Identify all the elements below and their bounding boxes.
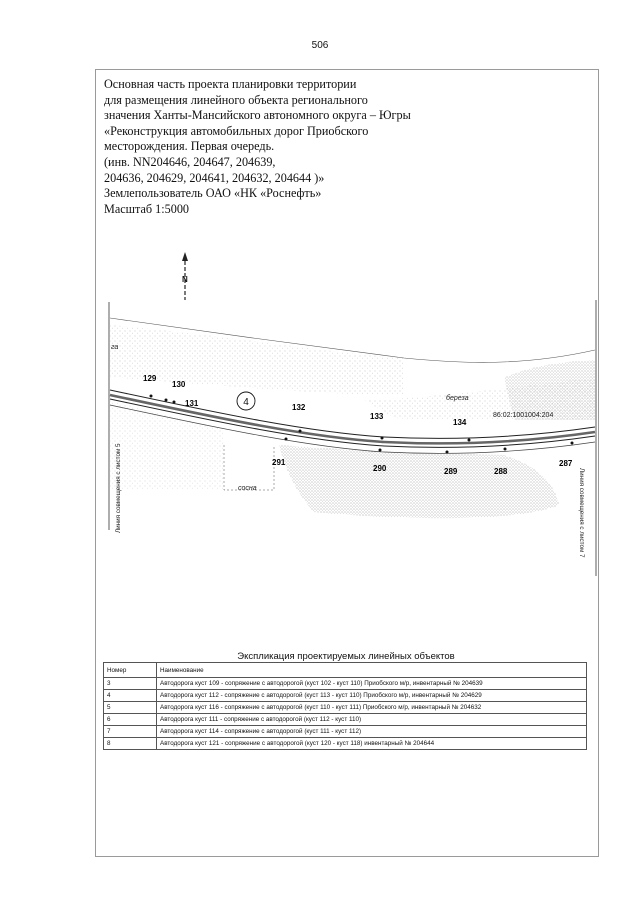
table-cell-name: Автодорога куст 116 - сопряжение с автодорогой (куст 110 - куст 111) Приобского м/р, инвентарный № 204632 — [157, 702, 587, 714]
header-line: для размещения линейного объекта регионального — [104, 92, 368, 107]
table-cell-number: 4 — [104, 690, 157, 702]
left-match-line-label: Линия совмещения с листом 5 — [115, 443, 122, 533]
table-cell-name: Автодорога куст 111 - сопряжение с автодорогой (куст 112 - куст 110) — [157, 714, 587, 726]
area-label-pine: сосна — [238, 485, 257, 492]
point-label: 291 — [272, 458, 286, 467]
area-label: га — [111, 344, 119, 351]
header-line: значения Ханты-Мансийского автономного округа – Югры — [104, 108, 411, 123]
header-line: месторождения. Первая очередь. — [104, 139, 275, 154]
plan-map-svg — [104, 250, 600, 580]
table-row — [104, 702, 587, 714]
header-line: (инв. NN204646, 204647, 204639, — [104, 154, 276, 169]
point-label: 132 — [292, 403, 306, 412]
page-number: 506 — [311, 40, 329, 51]
table-cell-name: Автодорога куст 114 - сопряжение с автодорогой (куст 111 - куст 112) — [157, 726, 587, 738]
table-cell-number: 3 — [104, 678, 157, 690]
table-header-row — [104, 663, 587, 678]
forest-area-upper — [110, 325, 404, 395]
table-title: Экспликация проектируемых линейных объектов — [237, 651, 455, 662]
table-cell-name: Автодорога куст 109 - сопряжение с автодорогой (куст 102 - куст 110) Приобского м/р, инвентарный № 204639 — [157, 678, 587, 690]
table-cell-name: Автодорога куст 121 - сопряжение с автодорогой (куст 120 - куст 118) инвентарный № 204644 — [157, 738, 587, 750]
header-block — [104, 77, 524, 217]
forest-area-dense — [504, 360, 595, 420]
header-line: Масштаб 1:5000 — [104, 201, 190, 216]
object-number: 4 — [243, 397, 249, 408]
table-cell-number: 7 — [104, 726, 157, 738]
area-label-birch: береза — [446, 395, 469, 402]
table-row — [104, 738, 587, 750]
table-row — [104, 726, 587, 738]
point-label: 130 — [172, 380, 186, 389]
header-line: 204636, 204629, 204641, 204632, 204644 )» — [104, 170, 325, 185]
north-label: N — [182, 275, 188, 284]
explication-table — [103, 662, 587, 750]
point-label: 289 — [444, 467, 458, 476]
table-header-name: Наименование — [157, 663, 587, 678]
header-line: «Реконструкция автомобильных дорог Приобского — [104, 123, 369, 138]
forest-area-lower — [279, 445, 559, 518]
point-label: 134 — [453, 418, 467, 427]
point-label: 290 — [373, 464, 387, 473]
table-cell-name: Автодорога куст 112 - сопряжение с автодорогой (куст 113 - куст 110) Приобского м/р, инвентарный № 204629 — [157, 690, 587, 702]
point-label: 129 — [143, 374, 157, 383]
table-header-number: Номер — [104, 663, 157, 678]
table-cell-number: 6 — [104, 714, 157, 726]
right-match-line-label: Линия совмещения с листом 7 — [578, 468, 585, 558]
table-row — [104, 714, 587, 726]
cadastral-number: 86:02:1001004:204 — [493, 412, 554, 419]
table-cell-number: 8 — [104, 738, 157, 750]
area-boundary — [224, 445, 274, 490]
table-row — [104, 678, 587, 690]
point-label: 288 — [494, 467, 508, 476]
point-label: 131 — [185, 399, 199, 408]
plan-map — [104, 250, 600, 580]
header-line: Основная часть проекта планировки территории — [104, 77, 357, 91]
header-line: Землепользователь ОАО «НК «Роснефть» — [104, 186, 322, 201]
point-label: 133 — [370, 412, 384, 421]
forest-area-left — [110, 400, 224, 490]
table-row — [104, 690, 587, 702]
point-label: 287 — [559, 459, 573, 468]
table-cell-number: 5 — [104, 702, 157, 714]
